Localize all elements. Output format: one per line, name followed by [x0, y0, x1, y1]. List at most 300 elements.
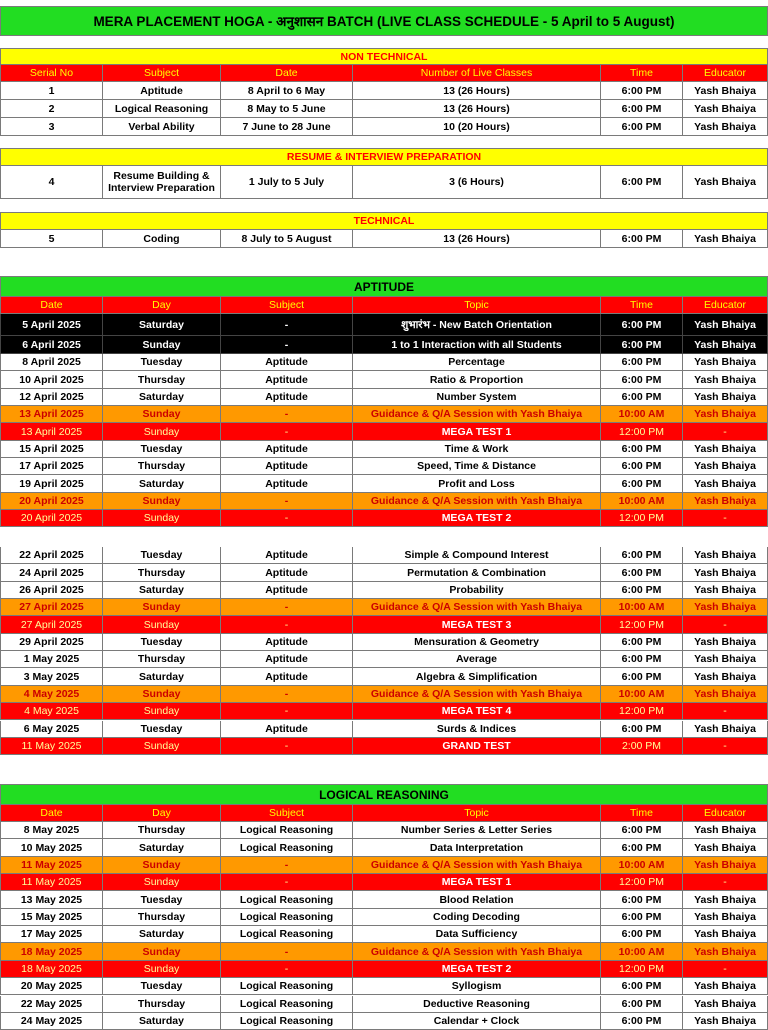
topic-cell: Simple & Compound Interest	[353, 547, 601, 564]
section-aptitude: APTITUDE	[0, 276, 768, 297]
table-row	[0, 686, 768, 703]
topic-cell: Guidance & Q/A Session with Yash Bhaiya	[353, 943, 601, 960]
header-educator: Educator	[683, 805, 768, 822]
table-row	[0, 961, 768, 978]
table-row	[0, 510, 768, 527]
table-row	[0, 389, 768, 406]
day-cell: Sunday	[103, 423, 221, 440]
subject-cell: -	[221, 703, 353, 720]
time-cell: 12:00 PM	[601, 874, 683, 891]
day-cell: Sunday	[103, 738, 221, 755]
topic-cell: शुभारंभ - New Batch Orientation	[353, 314, 601, 336]
subject-cell: Logical Reasoning	[103, 100, 221, 118]
day-cell: Thursday	[103, 458, 221, 475]
time-cell: 6:00 PM	[601, 100, 683, 118]
educator-cell: Yash Bhaiya	[683, 822, 768, 839]
topic-cell: Guidance & Q/A Session with Yash Bhaiya	[353, 686, 601, 703]
subject-cell: Aptitude	[221, 651, 353, 668]
summary-header-row	[0, 65, 768, 82]
time-cell: 6:00 PM	[601, 822, 683, 839]
day-cell: Tuesday	[103, 354, 221, 371]
header-classes: Number of Live Classes	[353, 65, 601, 82]
classes-cell: 13 (26 Hours)	[353, 230, 601, 248]
aptitude-header-row	[0, 297, 768, 314]
table-row	[0, 406, 768, 423]
page-title: MERA PLACEMENT HOGA - अनुशासन BATCH (LIVE CLASS SCHEDULE - 5 April to 5 August)	[0, 6, 768, 36]
subject-cell: Aptitude	[221, 582, 353, 599]
date-cell: 10 April 2025	[0, 371, 103, 388]
day-cell: Thursday	[103, 909, 221, 926]
date-cell: 8 May to 5 June	[221, 100, 353, 118]
time-cell: 6:00 PM	[601, 371, 683, 388]
educator-cell: -	[683, 874, 768, 891]
table-row	[0, 458, 768, 475]
serial-cell: 5	[0, 230, 103, 248]
topic-cell: Number System	[353, 389, 601, 406]
topic-cell: Calendar + Clock	[353, 1013, 601, 1030]
educator-cell: Yash Bhaiya	[683, 314, 768, 336]
serial-cell: 1	[0, 82, 103, 100]
date-cell: 26 April 2025	[0, 582, 103, 599]
header-subject: Subject	[103, 65, 221, 82]
educator-cell: Yash Bhaiya	[683, 943, 768, 960]
date-cell: 24 April 2025	[0, 564, 103, 581]
table-row	[0, 336, 768, 354]
educator-cell: Yash Bhaiya	[683, 1013, 768, 1030]
header-subject: Subject	[221, 805, 353, 822]
table-row	[0, 230, 768, 248]
date-cell: 11 May 2025	[0, 874, 103, 891]
table-row	[0, 371, 768, 388]
header-date: Date	[0, 297, 103, 314]
day-cell: Thursday	[103, 651, 221, 668]
educator-cell: -	[683, 703, 768, 720]
date-cell: 27 April 2025	[0, 616, 103, 633]
time-cell: 10:00 AM	[601, 686, 683, 703]
topic-cell: Speed, Time & Distance	[353, 458, 601, 475]
table-row	[0, 634, 768, 651]
date-cell: 24 May 2025	[0, 1013, 103, 1030]
day-cell: Tuesday	[103, 634, 221, 651]
date-cell: 10 May 2025	[0, 839, 103, 856]
educator-cell: Yash Bhaiya	[683, 118, 768, 136]
date-cell: 8 April to 6 May	[221, 82, 353, 100]
educator-cell: -	[683, 616, 768, 633]
time-cell: 6:00 PM	[601, 909, 683, 926]
classes-cell: 10 (20 Hours)	[353, 118, 601, 136]
table-row	[0, 616, 768, 633]
day-cell: Tuesday	[103, 547, 221, 564]
header-serial: Serial No	[0, 65, 103, 82]
time-cell: 6:00 PM	[601, 118, 683, 136]
date-cell: 17 May 2025	[0, 926, 103, 943]
educator-cell: Yash Bhaiya	[683, 651, 768, 668]
educator-cell: Yash Bhaiya	[683, 857, 768, 874]
date-cell: 7 June to 28 June	[221, 118, 353, 136]
table-row	[0, 738, 768, 755]
subject-cell: Logical Reasoning	[221, 1013, 353, 1030]
topic-cell: Number Series & Letter Series	[353, 822, 601, 839]
date-cell: 15 May 2025	[0, 909, 103, 926]
date-cell: 4 May 2025	[0, 686, 103, 703]
day-cell: Saturday	[103, 475, 221, 492]
serial-cell: 2	[0, 100, 103, 118]
date-cell: 27 April 2025	[0, 599, 103, 616]
educator-cell: Yash Bhaiya	[683, 406, 768, 423]
serial-cell: 3	[0, 118, 103, 136]
header-topic: Topic	[353, 297, 601, 314]
day-cell: Sunday	[103, 406, 221, 423]
time-cell: 6:00 PM	[601, 839, 683, 856]
day-cell: Sunday	[103, 703, 221, 720]
time-cell: 10:00 AM	[601, 493, 683, 510]
subject-cell: -	[221, 616, 353, 633]
table-row	[0, 82, 768, 100]
time-cell: 6:00 PM	[601, 389, 683, 406]
educator-cell: Yash Bhaiya	[683, 564, 768, 581]
time-cell: 6:00 PM	[601, 668, 683, 685]
section-resume: RESUME & INTERVIEW PREPARATION	[0, 148, 768, 166]
table-row	[0, 909, 768, 926]
topic-cell: MEGA TEST 2	[353, 510, 601, 527]
day-cell: Saturday	[103, 839, 221, 856]
educator-cell: Yash Bhaiya	[683, 230, 768, 248]
header-topic: Topic	[353, 805, 601, 822]
time-cell: 10:00 AM	[601, 406, 683, 423]
educator-cell: Yash Bhaiya	[683, 354, 768, 371]
table-row	[0, 475, 768, 492]
date-cell: 1 May 2025	[0, 651, 103, 668]
educator-cell: Yash Bhaiya	[683, 599, 768, 616]
date-cell: 13 April 2025	[0, 423, 103, 440]
subject-cell: Aptitude	[221, 564, 353, 581]
date-cell: 29 April 2025	[0, 634, 103, 651]
educator-cell: Yash Bhaiya	[683, 458, 768, 475]
date-cell: 4 May 2025	[0, 703, 103, 720]
educator-cell: Yash Bhaiya	[683, 493, 768, 510]
day-cell: Saturday	[103, 582, 221, 599]
educator-cell: Yash Bhaiya	[683, 371, 768, 388]
time-cell: 12:00 PM	[601, 961, 683, 978]
educator-cell: Yash Bhaiya	[683, 721, 768, 738]
day-cell: Tuesday	[103, 721, 221, 738]
educator-cell: Yash Bhaiya	[683, 996, 768, 1013]
educator-cell: Yash Bhaiya	[683, 441, 768, 458]
date-cell: 19 April 2025	[0, 475, 103, 492]
subject-cell: -	[221, 857, 353, 874]
header-subject: Subject	[221, 297, 353, 314]
date-cell: 1 July to 5 July	[221, 166, 353, 199]
day-cell: Thursday	[103, 822, 221, 839]
day-cell: Sunday	[103, 599, 221, 616]
header-educator: Educator	[683, 297, 768, 314]
time-cell: 6:00 PM	[601, 651, 683, 668]
logical-header-row	[0, 805, 768, 822]
date-cell: 11 May 2025	[0, 738, 103, 755]
date-cell: 11 May 2025	[0, 857, 103, 874]
subject-cell: Aptitude	[221, 354, 353, 371]
day-cell: Saturday	[103, 1013, 221, 1030]
topic-cell: Ratio & Proportion	[353, 371, 601, 388]
date-cell: 22 April 2025	[0, 547, 103, 564]
subject-cell: Aptitude	[221, 475, 353, 492]
topic-cell: Probability	[353, 582, 601, 599]
day-cell: Sunday	[103, 510, 221, 527]
topic-cell: 1 to 1 Interaction with all Students	[353, 336, 601, 354]
table-row	[0, 493, 768, 510]
table-row	[0, 668, 768, 685]
subject-cell: -	[221, 336, 353, 354]
subject-cell: Aptitude	[221, 441, 353, 458]
table-row	[0, 547, 768, 564]
header-time: Time	[601, 805, 683, 822]
header-time: Time	[601, 65, 683, 82]
educator-cell: Yash Bhaiya	[683, 634, 768, 651]
educator-cell: Yash Bhaiya	[683, 475, 768, 492]
date-cell: 13 April 2025	[0, 406, 103, 423]
day-cell: Sunday	[103, 874, 221, 891]
date-cell: 20 April 2025	[0, 493, 103, 510]
table-row	[0, 100, 768, 118]
header-day: Day	[103, 297, 221, 314]
subject-cell: -	[221, 493, 353, 510]
time-cell: 10:00 AM	[601, 599, 683, 616]
subject-cell: Logical Reasoning	[221, 891, 353, 908]
topic-cell: MEGA TEST 2	[353, 961, 601, 978]
subject-cell: -	[221, 738, 353, 755]
serial-cell: 4	[0, 166, 103, 199]
table-row	[0, 839, 768, 856]
subject-cell: Coding	[103, 230, 221, 248]
subject-cell: Aptitude	[221, 668, 353, 685]
topic-cell: MEGA TEST 1	[353, 874, 601, 891]
subject-cell: Logical Reasoning	[221, 909, 353, 926]
educator-cell: Yash Bhaiya	[683, 336, 768, 354]
topic-cell: Surds & Indices	[353, 721, 601, 738]
subject-cell: -	[221, 314, 353, 336]
educator-cell: -	[683, 738, 768, 755]
time-cell: 6:00 PM	[601, 441, 683, 458]
topic-cell: Guidance & Q/A Session with Yash Bhaiya	[353, 857, 601, 874]
day-cell: Thursday	[103, 564, 221, 581]
educator-cell: Yash Bhaiya	[683, 909, 768, 926]
day-cell: Sunday	[103, 616, 221, 633]
topic-cell: Percentage	[353, 354, 601, 371]
time-cell: 6:00 PM	[601, 314, 683, 336]
subject-cell: Logical Reasoning	[221, 839, 353, 856]
time-cell: 6:00 PM	[601, 166, 683, 199]
day-cell: Sunday	[103, 857, 221, 874]
topic-cell: Syllogism	[353, 978, 601, 995]
date-cell: 22 May 2025	[0, 996, 103, 1013]
time-cell: 6:00 PM	[601, 996, 683, 1013]
educator-cell: Yash Bhaiya	[683, 82, 768, 100]
table-row	[0, 599, 768, 616]
time-cell: 6:00 PM	[601, 458, 683, 475]
time-cell: 6:00 PM	[601, 564, 683, 581]
subject-cell: Logical Reasoning	[221, 822, 353, 839]
table-row	[0, 822, 768, 839]
day-cell: Saturday	[103, 314, 221, 336]
time-cell: 6:00 PM	[601, 1013, 683, 1030]
table-row	[0, 651, 768, 668]
educator-cell: -	[683, 423, 768, 440]
day-cell: Sunday	[103, 943, 221, 960]
subject-cell: -	[221, 686, 353, 703]
topic-cell: Blood Relation	[353, 891, 601, 908]
topic-cell: Time & Work	[353, 441, 601, 458]
table-row	[0, 926, 768, 943]
educator-cell: Yash Bhaiya	[683, 978, 768, 995]
time-cell: 6:00 PM	[601, 978, 683, 995]
table-row	[0, 721, 768, 738]
topic-cell: Average	[353, 651, 601, 668]
day-cell: Sunday	[103, 493, 221, 510]
educator-cell: Yash Bhaiya	[683, 686, 768, 703]
date-cell: 15 April 2025	[0, 441, 103, 458]
subject-cell: Aptitude	[221, 634, 353, 651]
time-cell: 2:00 PM	[601, 738, 683, 755]
day-cell: Saturday	[103, 668, 221, 685]
time-cell: 12:00 PM	[601, 423, 683, 440]
table-row	[0, 118, 768, 136]
time-cell: 6:00 PM	[601, 354, 683, 371]
subject-cell: Aptitude	[221, 721, 353, 738]
subject-cell: -	[221, 423, 353, 440]
table-row	[0, 582, 768, 599]
table-row	[0, 978, 768, 995]
date-cell: 18 May 2025	[0, 961, 103, 978]
classes-cell: 13 (26 Hours)	[353, 100, 601, 118]
day-cell: Tuesday	[103, 441, 221, 458]
educator-cell: Yash Bhaiya	[683, 100, 768, 118]
date-cell: 3 May 2025	[0, 668, 103, 685]
subject-cell: Resume Building & Interview Preparation	[103, 166, 221, 199]
educator-cell: Yash Bhaiya	[683, 926, 768, 943]
subject-cell: Aptitude	[221, 389, 353, 406]
topic-cell: Permutation & Combination	[353, 564, 601, 581]
table-row	[0, 314, 768, 336]
topic-cell: Mensuration & Geometry	[353, 634, 601, 651]
educator-cell: Yash Bhaiya	[683, 891, 768, 908]
subject-cell: -	[221, 599, 353, 616]
subject-cell: -	[221, 961, 353, 978]
table-row	[0, 1013, 768, 1030]
subject-cell: Logical Reasoning	[221, 978, 353, 995]
table-row	[0, 874, 768, 891]
topic-cell: Data Interpretation	[353, 839, 601, 856]
header-educator: Educator	[683, 65, 768, 82]
subject-cell: -	[221, 406, 353, 423]
time-cell: 6:00 PM	[601, 475, 683, 492]
table-row	[0, 703, 768, 720]
time-cell: 12:00 PM	[601, 616, 683, 633]
subject-cell: Aptitude	[103, 82, 221, 100]
day-cell: Sunday	[103, 686, 221, 703]
topic-cell: Guidance & Q/A Session with Yash Bhaiya	[353, 599, 601, 616]
day-cell: Saturday	[103, 389, 221, 406]
time-cell: 6:00 PM	[601, 926, 683, 943]
day-cell: Thursday	[103, 371, 221, 388]
educator-cell: Yash Bhaiya	[683, 582, 768, 599]
time-cell: 6:00 PM	[601, 582, 683, 599]
subject-cell: Aptitude	[221, 458, 353, 475]
day-cell: Tuesday	[103, 978, 221, 995]
date-cell: 13 May 2025	[0, 891, 103, 908]
educator-cell: Yash Bhaiya	[683, 839, 768, 856]
section-logical-reasoning: LOGICAL REASONING	[0, 784, 768, 805]
header-time: Time	[601, 297, 683, 314]
date-cell: 6 May 2025	[0, 721, 103, 738]
topic-cell: Deductive Reasoning	[353, 996, 601, 1013]
educator-cell: -	[683, 961, 768, 978]
table-row	[0, 891, 768, 908]
educator-cell: Yash Bhaiya	[683, 166, 768, 199]
table-row	[0, 166, 768, 199]
topic-cell: Data Sufficiency	[353, 926, 601, 943]
date-cell: 8 July to 5 August	[221, 230, 353, 248]
date-cell: 8 May 2025	[0, 822, 103, 839]
subject-cell: Logical Reasoning	[221, 996, 353, 1013]
day-cell: Sunday	[103, 961, 221, 978]
educator-cell: -	[683, 510, 768, 527]
classes-cell: 3 (6 Hours)	[353, 166, 601, 199]
header-date: Date	[221, 65, 353, 82]
time-cell: 10:00 AM	[601, 943, 683, 960]
educator-cell: Yash Bhaiya	[683, 389, 768, 406]
topic-cell: MEGA TEST 1	[353, 423, 601, 440]
header-day: Day	[103, 805, 221, 822]
time-cell: 6:00 PM	[601, 891, 683, 908]
time-cell: 6:00 PM	[601, 230, 683, 248]
topic-cell: Guidance & Q/A Session with Yash Bhaiya	[353, 406, 601, 423]
section-non-technical: NON TECHNICAL	[0, 48, 768, 65]
table-row	[0, 423, 768, 440]
time-cell: 12:00 PM	[601, 510, 683, 527]
topic-cell: Coding Decoding	[353, 909, 601, 926]
day-cell: Saturday	[103, 926, 221, 943]
day-cell: Sunday	[103, 336, 221, 354]
date-cell: 17 April 2025	[0, 458, 103, 475]
subject-cell: Verbal Ability	[103, 118, 221, 136]
date-cell: 5 April 2025	[0, 314, 103, 336]
date-cell: 6 April 2025	[0, 336, 103, 354]
table-row	[0, 857, 768, 874]
date-cell: 12 April 2025	[0, 389, 103, 406]
header-date: Date	[0, 805, 103, 822]
time-cell: 6:00 PM	[601, 336, 683, 354]
educator-cell: Yash Bhaiya	[683, 668, 768, 685]
time-cell: 6:00 PM	[601, 547, 683, 564]
day-cell: Thursday	[103, 996, 221, 1013]
table-row	[0, 943, 768, 960]
subject-cell: -	[221, 874, 353, 891]
time-cell: 6:00 PM	[601, 82, 683, 100]
subject-cell: Aptitude	[221, 547, 353, 564]
time-cell: 12:00 PM	[601, 703, 683, 720]
subject-cell: Logical Reasoning	[221, 926, 353, 943]
educator-cell: Yash Bhaiya	[683, 547, 768, 564]
time-cell: 6:00 PM	[601, 721, 683, 738]
table-row	[0, 354, 768, 371]
subject-cell: Aptitude	[221, 371, 353, 388]
subject-cell: -	[221, 510, 353, 527]
topic-cell: Profit and Loss	[353, 475, 601, 492]
topic-cell: GRAND TEST	[353, 738, 601, 755]
date-cell: 8 April 2025	[0, 354, 103, 371]
topic-cell: Guidance & Q/A Session with Yash Bhaiya	[353, 493, 601, 510]
time-cell: 10:00 AM	[601, 857, 683, 874]
